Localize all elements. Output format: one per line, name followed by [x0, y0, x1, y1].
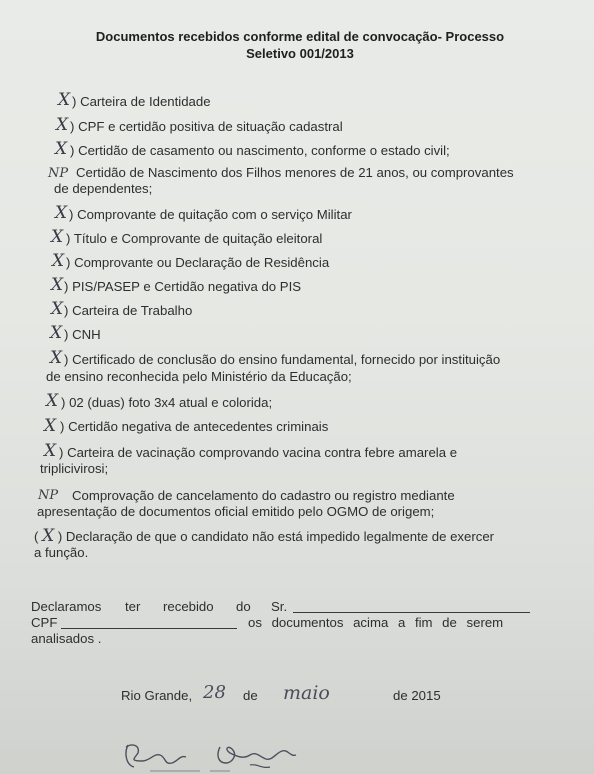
date-city: Rio Grande, [121, 688, 193, 703]
date-year: de 2015 [393, 688, 441, 703]
document-title-line-1: Documentos recebidos conforme edital de convocação- Processo [95, 29, 505, 44]
declaration-word: ter [125, 599, 141, 614]
checklist-item-continuation: a função. [34, 545, 89, 560]
handwritten-month: maio [283, 682, 330, 704]
handwritten-x-mark: X [51, 227, 64, 247]
declaration-word: Declaramos [31, 599, 102, 614]
handwritten-x-mark: X [50, 323, 63, 343]
handwritten-x-mark: X [44, 416, 57, 436]
document-title-line-2: Seletivo 001/2013 [246, 46, 354, 61]
date-connector: de [243, 688, 258, 703]
handwritten-x-mark: X [46, 391, 59, 411]
cpf-label: CPF [31, 615, 58, 630]
checklist-item: ) Comprovante de quitação com o serviço Militar [69, 207, 352, 222]
handwritten-x-mark: X [44, 441, 57, 461]
declaration-text: os documentos acima a fim de serem [248, 615, 504, 630]
declaration-word: recebido [163, 599, 214, 614]
checklist-item: ) Certificado de conclusão do ensino fundamental, fornecido por instituição [64, 352, 501, 367]
handwritten-x-mark: X [52, 251, 65, 271]
declaration-word: do [236, 599, 251, 614]
checklist-item: ) CPF e certidão positiva de situação cadastral [70, 119, 343, 134]
handwritten-x-mark: X [55, 139, 68, 159]
handwritten-x-mark: X [56, 115, 69, 135]
checklist-item: Comprovação de cancelamento do cadastro ou registro mediante [72, 488, 455, 503]
declaration-word: Sr. [271, 599, 288, 614]
handwritten-day: 28 [203, 682, 226, 703]
handwritten-x-mark: X [51, 275, 64, 295]
checklist-item: ) CNH [64, 327, 101, 342]
handwritten-x-mark: X [58, 90, 71, 110]
checklist-item: ) Certidão negativa de antecedentes criminais [60, 419, 329, 434]
checklist-item: ) Carteira de Trabalho [64, 303, 193, 318]
checklist-item-continuation: apresentação de documentos oficial emitido pelo OGMO de origem; [37, 504, 435, 519]
cpf-blank-line [61, 616, 237, 629]
checklist-item: ( X ) Declaração de que o candidato não está impedido legalmente de exercer [34, 526, 495, 546]
checklist-item: ) PIS/PASEP e Certidão negativa do PIS [64, 279, 302, 294]
checklist-item: ) 02 (duas) foto 3x4 atual e colorida; [61, 395, 273, 410]
handwritten-x-mark: X [51, 299, 64, 319]
checklist-item: ) Carteira de Identidade [72, 94, 211, 109]
handwritten-np-mark: NP [38, 488, 59, 503]
checklist-item-continuation: triplicivirosi; [40, 461, 109, 476]
checklist-item: ) Carteira de vacinação comprovando vacina contra febre amarela e [59, 445, 458, 460]
checklist-item: Certidão de Nascimento dos Filhos menores de 21 anos, ou comprovantes [76, 165, 514, 180]
checklist-item: ) Título e Comprovante de quitação eleitoral [66, 231, 323, 246]
checklist-item-continuation: de dependentes; [54, 181, 153, 196]
handwritten-x-mark: X [42, 526, 55, 546]
checklist-item: ) Certidão de casamento ou nascimento, conforme o estado civil; [70, 143, 450, 158]
declaration-text: analisados . [31, 631, 102, 646]
handwritten-np-mark: NP [48, 166, 69, 181]
handwritten-signature [120, 735, 320, 774]
checklist-item: ) Comprovante ou Declaração de Residência [66, 255, 330, 270]
checklist-item-continuation: de ensino reconhecida pelo Ministério da Educação; [46, 369, 352, 384]
handwritten-x-mark: X [50, 348, 63, 368]
name-blank-line [293, 600, 530, 613]
handwritten-x-mark: X [55, 203, 68, 223]
